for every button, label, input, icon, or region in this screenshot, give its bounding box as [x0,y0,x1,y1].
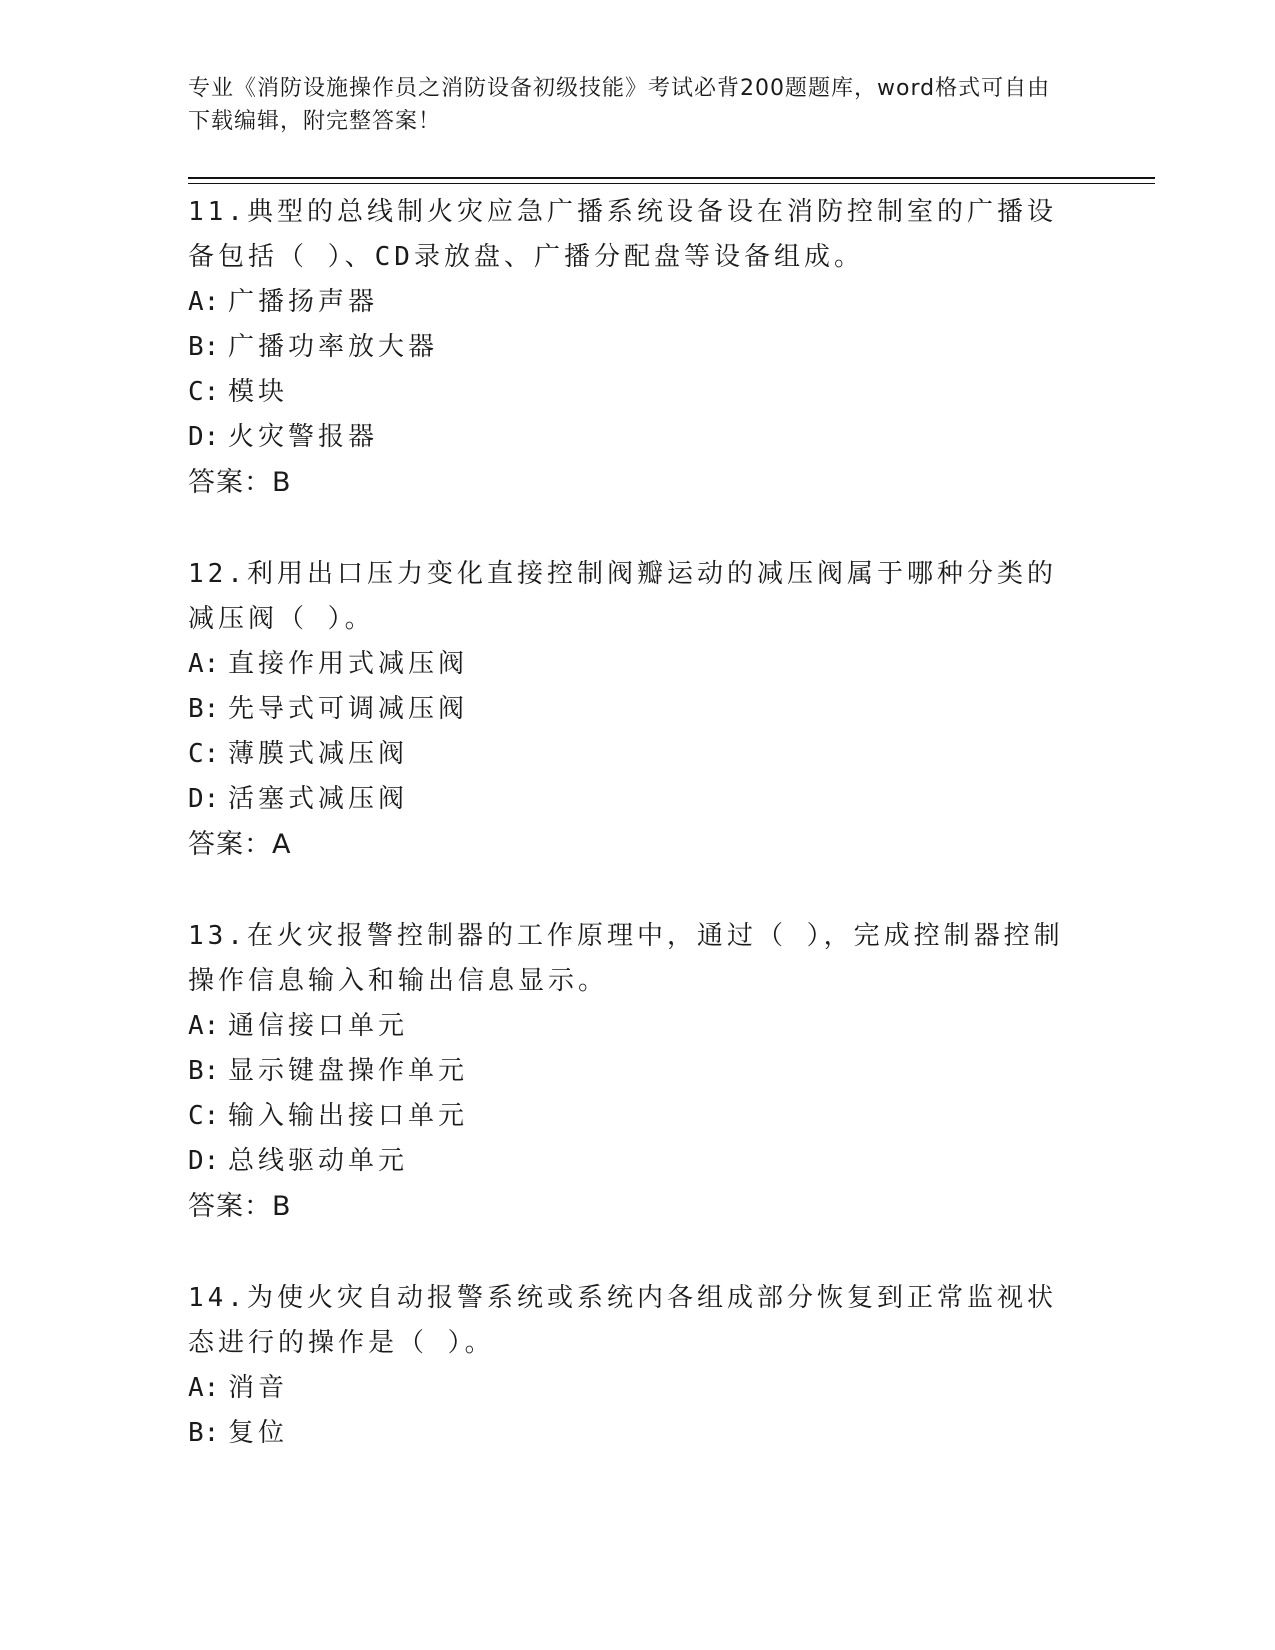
option-text: 通信接口单元 [228,1011,409,1041]
option-text: 模块 [228,377,289,407]
question-13 [188,914,1078,1229]
option-key: B: [188,1418,220,1448]
header-intro-text: 专业《消防设施操作员之消防设备初级技能》考试必背200题题库，word格式可自由下载编辑，附完整答案！ [188,76,1051,134]
option-c [188,1094,1078,1139]
option-a [188,1004,1078,1049]
option-text: 显示键盘操作单元 [228,1056,469,1086]
option-d [188,415,1078,460]
option-text: 广播扬声器 [228,287,379,317]
option-a [188,1366,1078,1411]
option-key: D: [188,422,220,452]
option-text: 输入输出接口单元 [228,1101,469,1131]
document-header [188,72,1068,138]
option-key: A: [188,287,220,317]
question-stem: 11.典型的总线制火灾应急广播系统设备设在消防控制室的广播设备包括（ ）、CD录放盘、广播分配盘等设备组成。 [188,197,1057,272]
option-key: A: [188,649,220,679]
option-a [188,280,1078,325]
question-14 [188,1276,1078,1456]
option-a [188,642,1078,687]
question-stem: 14.为使火灾自动报警系统或系统内各组成部分恢复到正常监视状态进行的操作是（ ）。 [188,1283,1057,1358]
option-text: 直接作用式减压阀 [228,649,469,679]
header-divider-thin [188,183,1155,184]
option-b [188,1049,1078,1094]
option-key: C: [188,739,220,769]
question-list [188,190,1078,1503]
option-b [188,325,1078,370]
option-key: C: [188,377,220,407]
option-text: 先导式可调减压阀 [228,694,469,724]
option-d [188,1139,1078,1184]
option-key: B: [188,694,220,724]
header-divider-thick [188,177,1155,179]
option-c [188,732,1078,777]
option-text: 薄膜式减压阀 [228,739,409,769]
option-key: D: [188,1146,220,1176]
option-key: A: [188,1011,220,1041]
option-key: A: [188,1373,220,1403]
option-text: 火灾警报器 [228,422,379,452]
option-text: 总线驱动单元 [228,1146,409,1176]
option-c [188,370,1078,415]
option-text: 复位 [228,1418,289,1448]
option-key: B: [188,1056,220,1086]
answer-line: 答案：B [188,467,292,498]
option-key: B: [188,332,220,362]
question-11 [188,190,1078,505]
question-stem: 12.利用出口压力变化直接控制阀瓣运动的减压阀属于哪种分类的减压阀（ ）。 [188,559,1057,634]
option-d [188,777,1078,822]
option-key: D: [188,784,220,814]
question-12 [188,552,1078,867]
option-text: 活塞式减压阀 [228,784,409,814]
option-b [188,1411,1078,1456]
option-key: C: [188,1101,220,1131]
option-text: 广播功率放大器 [228,332,439,362]
question-stem: 13.在火灾报警控制器的工作原理中，通过（ ），完成控制器控制操作信息输入和输出信息显示。 [188,921,1064,996]
option-b [188,687,1078,732]
option-text: 消音 [228,1373,289,1403]
answer-line: 答案：A [188,829,292,860]
answer-line: 答案：B [188,1191,292,1222]
